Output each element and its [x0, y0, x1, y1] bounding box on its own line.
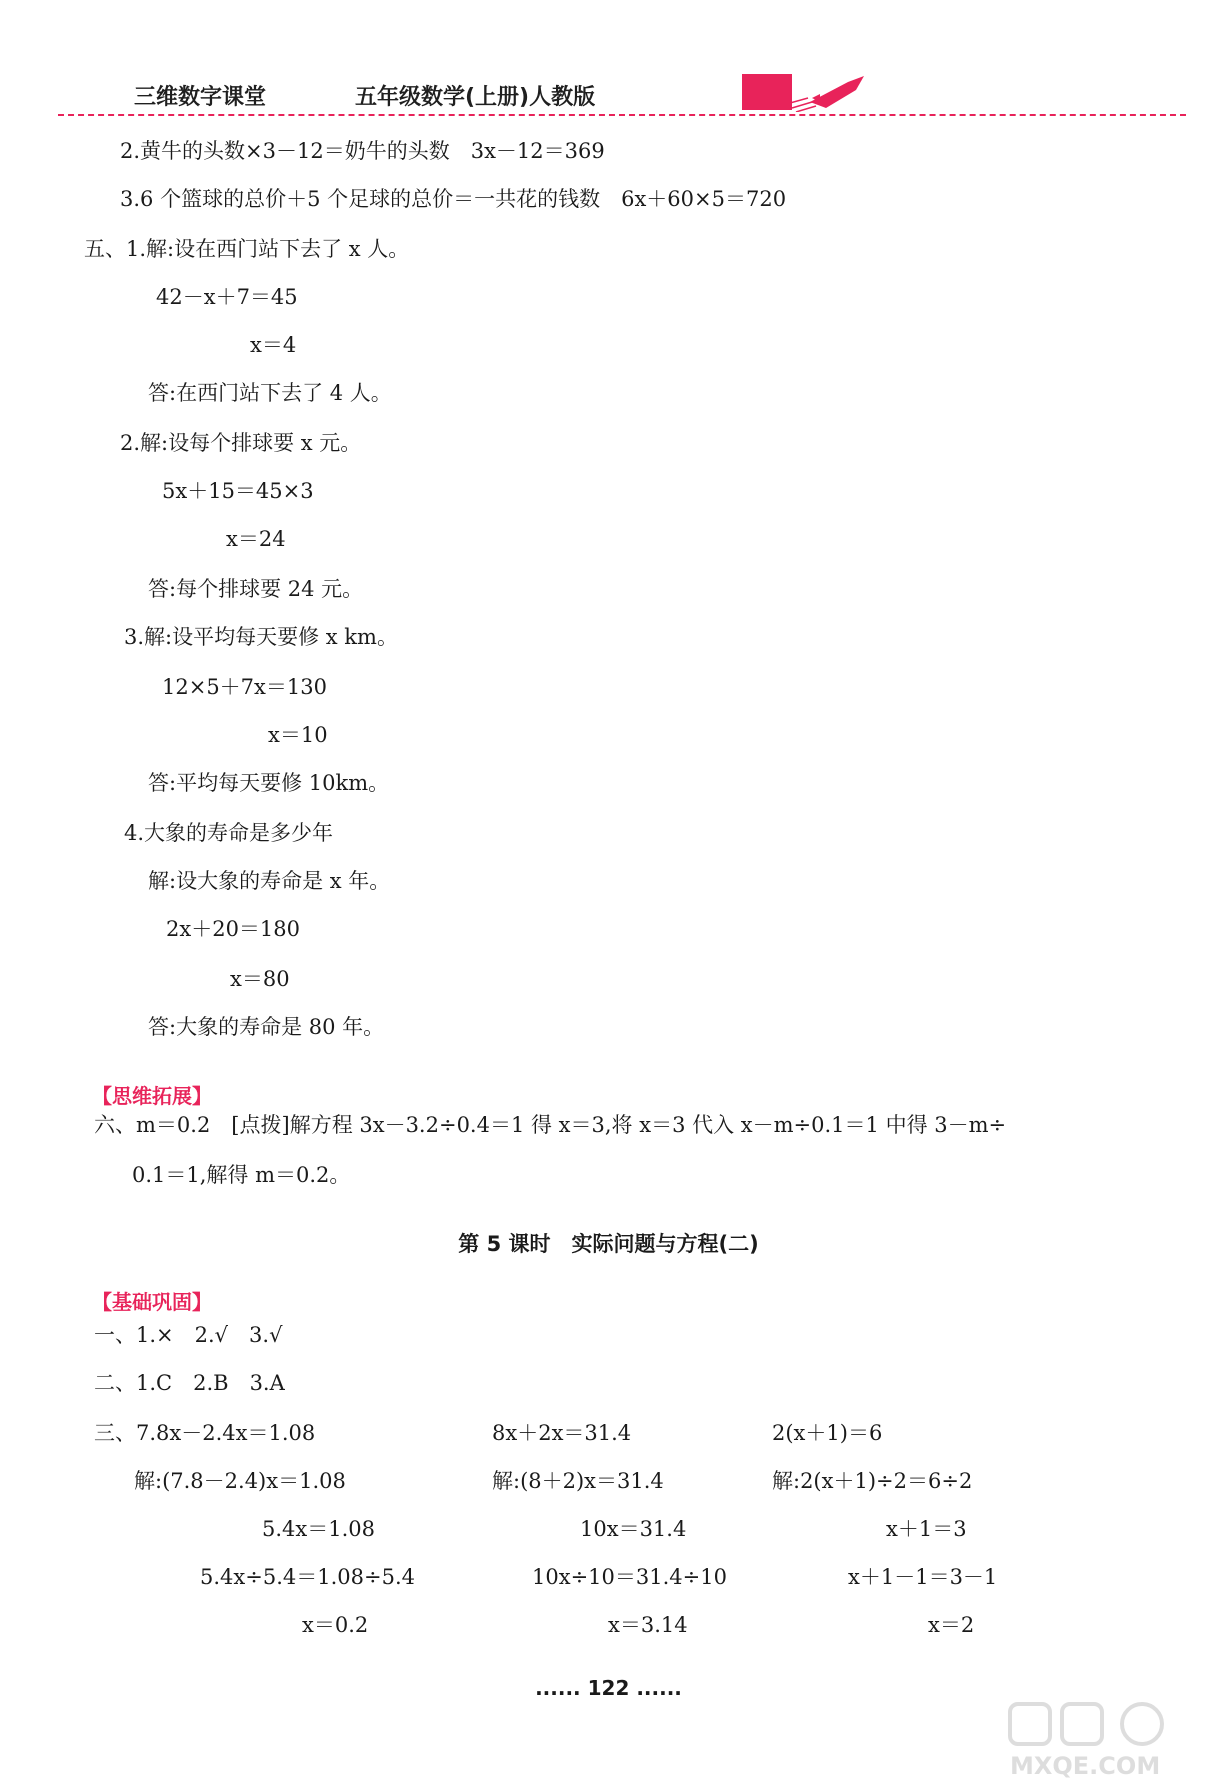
- answer-line: 5x＋15＝45×3: [162, 479, 314, 503]
- answer-line: x＋1＝3: [886, 1517, 967, 1541]
- watermark-logo: [1002, 1700, 1202, 1780]
- answer-line: 答:每个排球要 24 元。: [148, 577, 364, 601]
- answer-line: 二、1.C 2.B 3.A: [94, 1371, 285, 1395]
- answer-line: 12×5＋7x＝130: [162, 675, 327, 699]
- answer-line: 42－x＋7＝45: [156, 285, 298, 309]
- answer-line: 2.解:设每个排球要 x 元。: [120, 431, 362, 455]
- answer-line: 3.6 个篮球的总价＋5 个足球的总价＝一共花的钱数 6x＋60×5＝720: [120, 187, 787, 211]
- answer-line: x＝80: [230, 967, 290, 991]
- answer-line: 五、1.解:设在西门站下去了 x 人。: [84, 237, 410, 261]
- watermark-text: MXQE.COM: [1010, 1752, 1161, 1780]
- answer-line: 答:平均每天要修 10km。: [148, 771, 390, 795]
- answer-line: 5.4x＝1.08: [262, 1517, 375, 1541]
- answer-line: 10x＝31.4: [580, 1517, 687, 1541]
- answer-line: x＝24: [226, 527, 286, 551]
- header-right: 五年级数学(上册)人教版: [355, 85, 596, 110]
- header-left: 三维数字课堂: [134, 85, 267, 110]
- answer-line: 解:(8＋2)x＝31.4: [492, 1469, 664, 1493]
- answer-line: x＋1－1＝3－1: [848, 1565, 998, 1589]
- answer-line: 4.大象的寿命是多少年: [124, 821, 334, 845]
- answer-line: 一、1.× 2.√ 3.√: [94, 1323, 283, 1347]
- answer-line: x＝10: [268, 723, 328, 747]
- answer-line: 2(x＋1)＝6: [772, 1421, 883, 1445]
- section-extension: 【思维拓展】: [92, 1084, 212, 1108]
- answer-line: 8x＋2x＝31.4: [492, 1421, 632, 1445]
- lesson-title: 第 5 课时 实际问题与方程(二): [458, 1232, 759, 1256]
- answer-line: 解:2(x＋1)÷2＝6÷2: [772, 1469, 973, 1493]
- page-number: ...... 122 ......: [535, 1676, 682, 1700]
- answer-line: 2x＋20＝180: [166, 917, 301, 941]
- answer-line: 六、m＝0.2 [点拨]解方程 3x－3.2÷0.4＝1 得 x＝3,将 x＝3 代入 x－m÷0.1＝1 中得 3－m÷: [94, 1113, 1007, 1137]
- answer-line: x＝0.2: [302, 1613, 369, 1637]
- answer-line: 答:大象的寿命是 80 年。: [148, 1015, 385, 1039]
- answer-line: x＝4: [250, 333, 297, 357]
- answer-line: 10x÷10＝31.4÷10: [532, 1565, 727, 1589]
- rocket-icon: [790, 72, 865, 112]
- answer-line: 三、7.8x－2.4x＝1.08: [94, 1421, 316, 1445]
- answer-line: 3.解:设平均每天要修 x km。: [124, 625, 398, 649]
- header-dashed-line: [58, 114, 1186, 116]
- answer-line: 0.1＝1,解得 m＝0.2。: [132, 1163, 351, 1187]
- section-basics: 【基础巩固】: [92, 1290, 212, 1314]
- answer-line: 5.4x÷5.4＝1.08÷5.4: [200, 1565, 415, 1589]
- answer-line: 2.黄牛的头数×3－12＝奶牛的头数 3x－12＝369: [120, 139, 605, 163]
- answer-line: x＝2: [928, 1613, 975, 1637]
- answer-line: 解:设大象的寿命是 x 年。: [148, 869, 391, 893]
- header-red-block: [742, 74, 792, 110]
- answer-line: 解:(7.8－2.4)x＝1.08: [134, 1469, 346, 1493]
- answer-line: x＝3.14: [608, 1613, 688, 1637]
- answer-line: 答:在西门站下去了 4 人。: [148, 381, 392, 405]
